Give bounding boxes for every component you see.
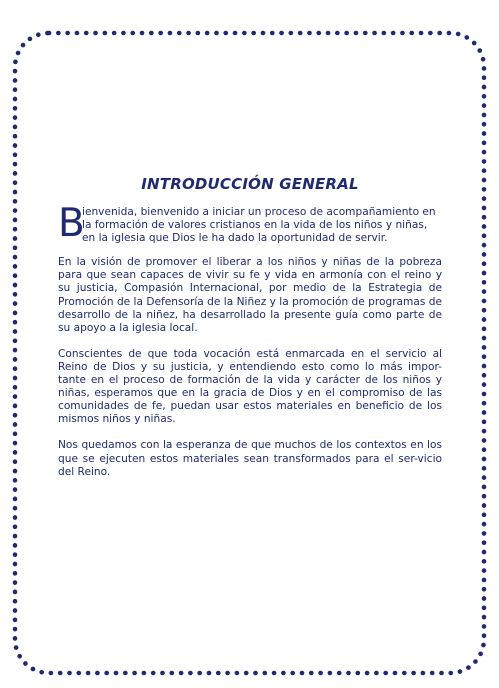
paragraph-hope: Nos quedamos con la esperanza de que muchos de los contextos en los que se ejecuten estos materiales sean transformados para el ser-vicio del Reino.: [58, 439, 442, 478]
page-title: INTRODUCCIÓN GENERAL: [141, 175, 359, 193]
paragraph-vocation: Conscientes de que toda vocación está enmarcada en el servicio al Reino de Dios y su justicia, y entendiendo esto como lo más impor-tante en el proceso de formación de la vida y carácter de los niños y niñas, esperamos que en la gracia de Dios y en el compromiso de las comunidades de fe, puedan usar estos materiales en beneficio de los mismos niños y niñas.: [58, 347, 442, 426]
drop-cap: B: [58, 201, 85, 246]
intro-line-2: la formación de valores cristianos en la vida de los niños y niñas,: [82, 219, 428, 232]
intro-paragraph: [58, 201, 442, 246]
document-body: [58, 175, 442, 492]
intro-line-3: en la iglesia que Dios le ha dado la oportunidad de servir.: [82, 232, 388, 245]
paragraph-vision: En la visión de promover el liberar a los niños y niñas de la pobreza para que sean capaces de vivir su fe y vida en armonía con el reino y su justicia, Compasión Internacional, por medio de la Estrategia de Promoción de la Defensoría de la Niñez y la promoción de programas de desarrollo de la niñez, ha desarrollado la presente guía como parte de su apoyo a la iglesia local.: [58, 256, 442, 334]
intro-line-1: ienvenida, bienvenido a iniciar un proceso de acompañamiento en: [82, 206, 436, 218]
